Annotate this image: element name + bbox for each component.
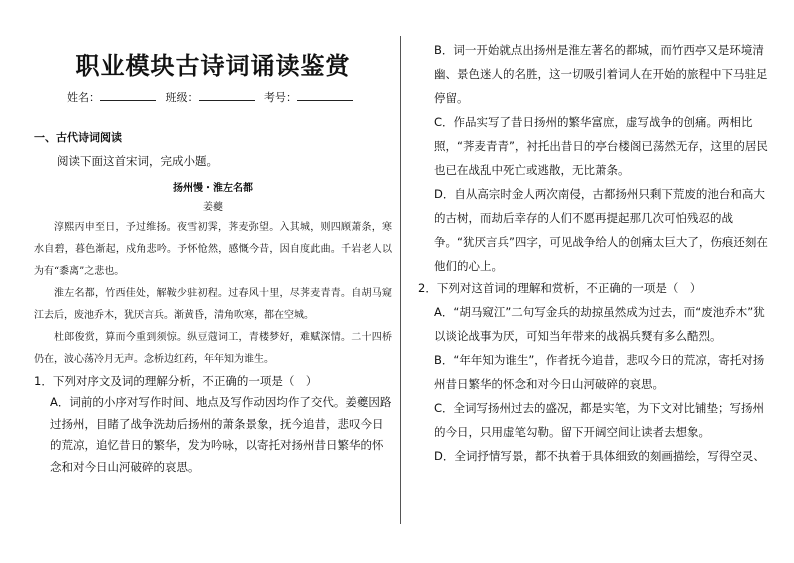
- question-1-stem: 1．下列对序文及词的理解分析，不正确的一项是（ ）: [34, 373, 318, 388]
- class-label: 班级：: [165, 91, 199, 104]
- poem-author: 姜夔: [203, 201, 223, 213]
- section-heading: 一、古代诗词阅读: [34, 131, 122, 144]
- question-2-option-d[interactable]: D．全词抒情写景，都不执着于具体细致的刻画描绘，写得空灵、: [434, 448, 765, 463]
- exam-no-field[interactable]: [297, 90, 353, 101]
- question-2-option-b[interactable]: B．“年年知为谁生”，作者抚今追昔，悲叹今日的荒凉，寄托对扬州昔日繁华的怀念和对今日山河破碎的哀思。: [434, 352, 765, 391]
- question-2-option-a[interactable]: A．“胡马窥江”二句写金兵的劫掠虽然成为过去，而“废池乔木”犹以谈论战事为厌，可知当年带来的战祸兵燹有多么酷烈。: [434, 304, 765, 343]
- question-1-option-c[interactable]: C．作品实写了昔日扬州的繁华富庶，虚写战争的创痛。两相比照，“荠麦青青”，衬托出昔日的亭台楼阁已荡然无存，这里的居民也已在战乱中死亡或逃散，无比萧条。: [434, 115, 768, 177]
- page-title: 职业模块古诗词诵读鉴赏: [75, 52, 351, 80]
- question-1-option-a[interactable]: A．词前的小序对写作时间、地点及写作动因均作了交代。姜夔因路过扬州，目睹了战争洗劫后扬州的萧条景象，抚今追昔，悲叹今日的荒凉，追忆昔日的繁华，发为吟咏，以寄托对扬州昔日繁华的怀念和对今日山河破碎的哀思。: [50, 395, 392, 474]
- name-field[interactable]: [100, 90, 156, 101]
- exam-no-label: 考号：: [264, 91, 297, 104]
- left-column: [34, 40, 392, 478]
- class-field[interactable]: [199, 90, 255, 101]
- student-info-line: [34, 89, 392, 105]
- question-1-option-d[interactable]: D．自从高宗时金人两次南侵，古都扬州只剩下荒废的池台和高大的古树，而劫后幸存的人们不愿再提起那几次可怕残忍的战争。“犹厌言兵”四字，可见战争给人的创痛太巨大了，伤痕还刻在他们的心上。: [434, 187, 768, 273]
- question-1-option-b[interactable]: B．词一开始就点出扬州是淮左著名的都城，而竹西亭又是环境清幽、景色迷人的名胜，这一切吸引着词人在开始的旅程中下马驻足停留。: [434, 43, 768, 105]
- name-label: 姓名：: [67, 91, 100, 104]
- poem-stanza-1: 淮左名都，竹西佳处，解鞍少驻初程。过春风十里，尽荠麦青青。自胡马窥江去后，废池乔木，犹厌言兵。渐黄昏，清角吹寒，都在空城。: [34, 287, 392, 321]
- question-2-stem: 2．下列对这首词的理解和赏析，不正确的一项是（ ）: [418, 281, 702, 295]
- poem-stanza-2: 杜郎俊赏，算而今重到须惊。纵豆蔻词工，青楼梦好，难赋深情。二十四桥仍在，波心荡冷月无声。念桥边红药，年年知为谁生。: [34, 331, 392, 365]
- question-2-option-c[interactable]: C．全词写扬州过去的盛况，都是实笔，为下文对比铺垫；写扬州的今日，只用虚笔勾勒。留下开阔空间让读者去想象。: [434, 400, 765, 439]
- poem-title: 扬州慢・淮左名都: [173, 182, 253, 194]
- reading-instruction: 阅读下面这首宋词，完成小题。: [57, 154, 218, 168]
- right-column: [418, 38, 770, 468]
- poem-preface: 淳熙丙申至日，予过维扬。夜雪初霁，荠麦弥望。入其城，则四顾萧条，寒水自碧，暮色渐起，戍角悲吟。予怀怆然，感慨今昔，因自度此曲。千岩老人以为有“黍离”之悲也。: [34, 221, 392, 277]
- column-divider: [400, 36, 401, 524]
